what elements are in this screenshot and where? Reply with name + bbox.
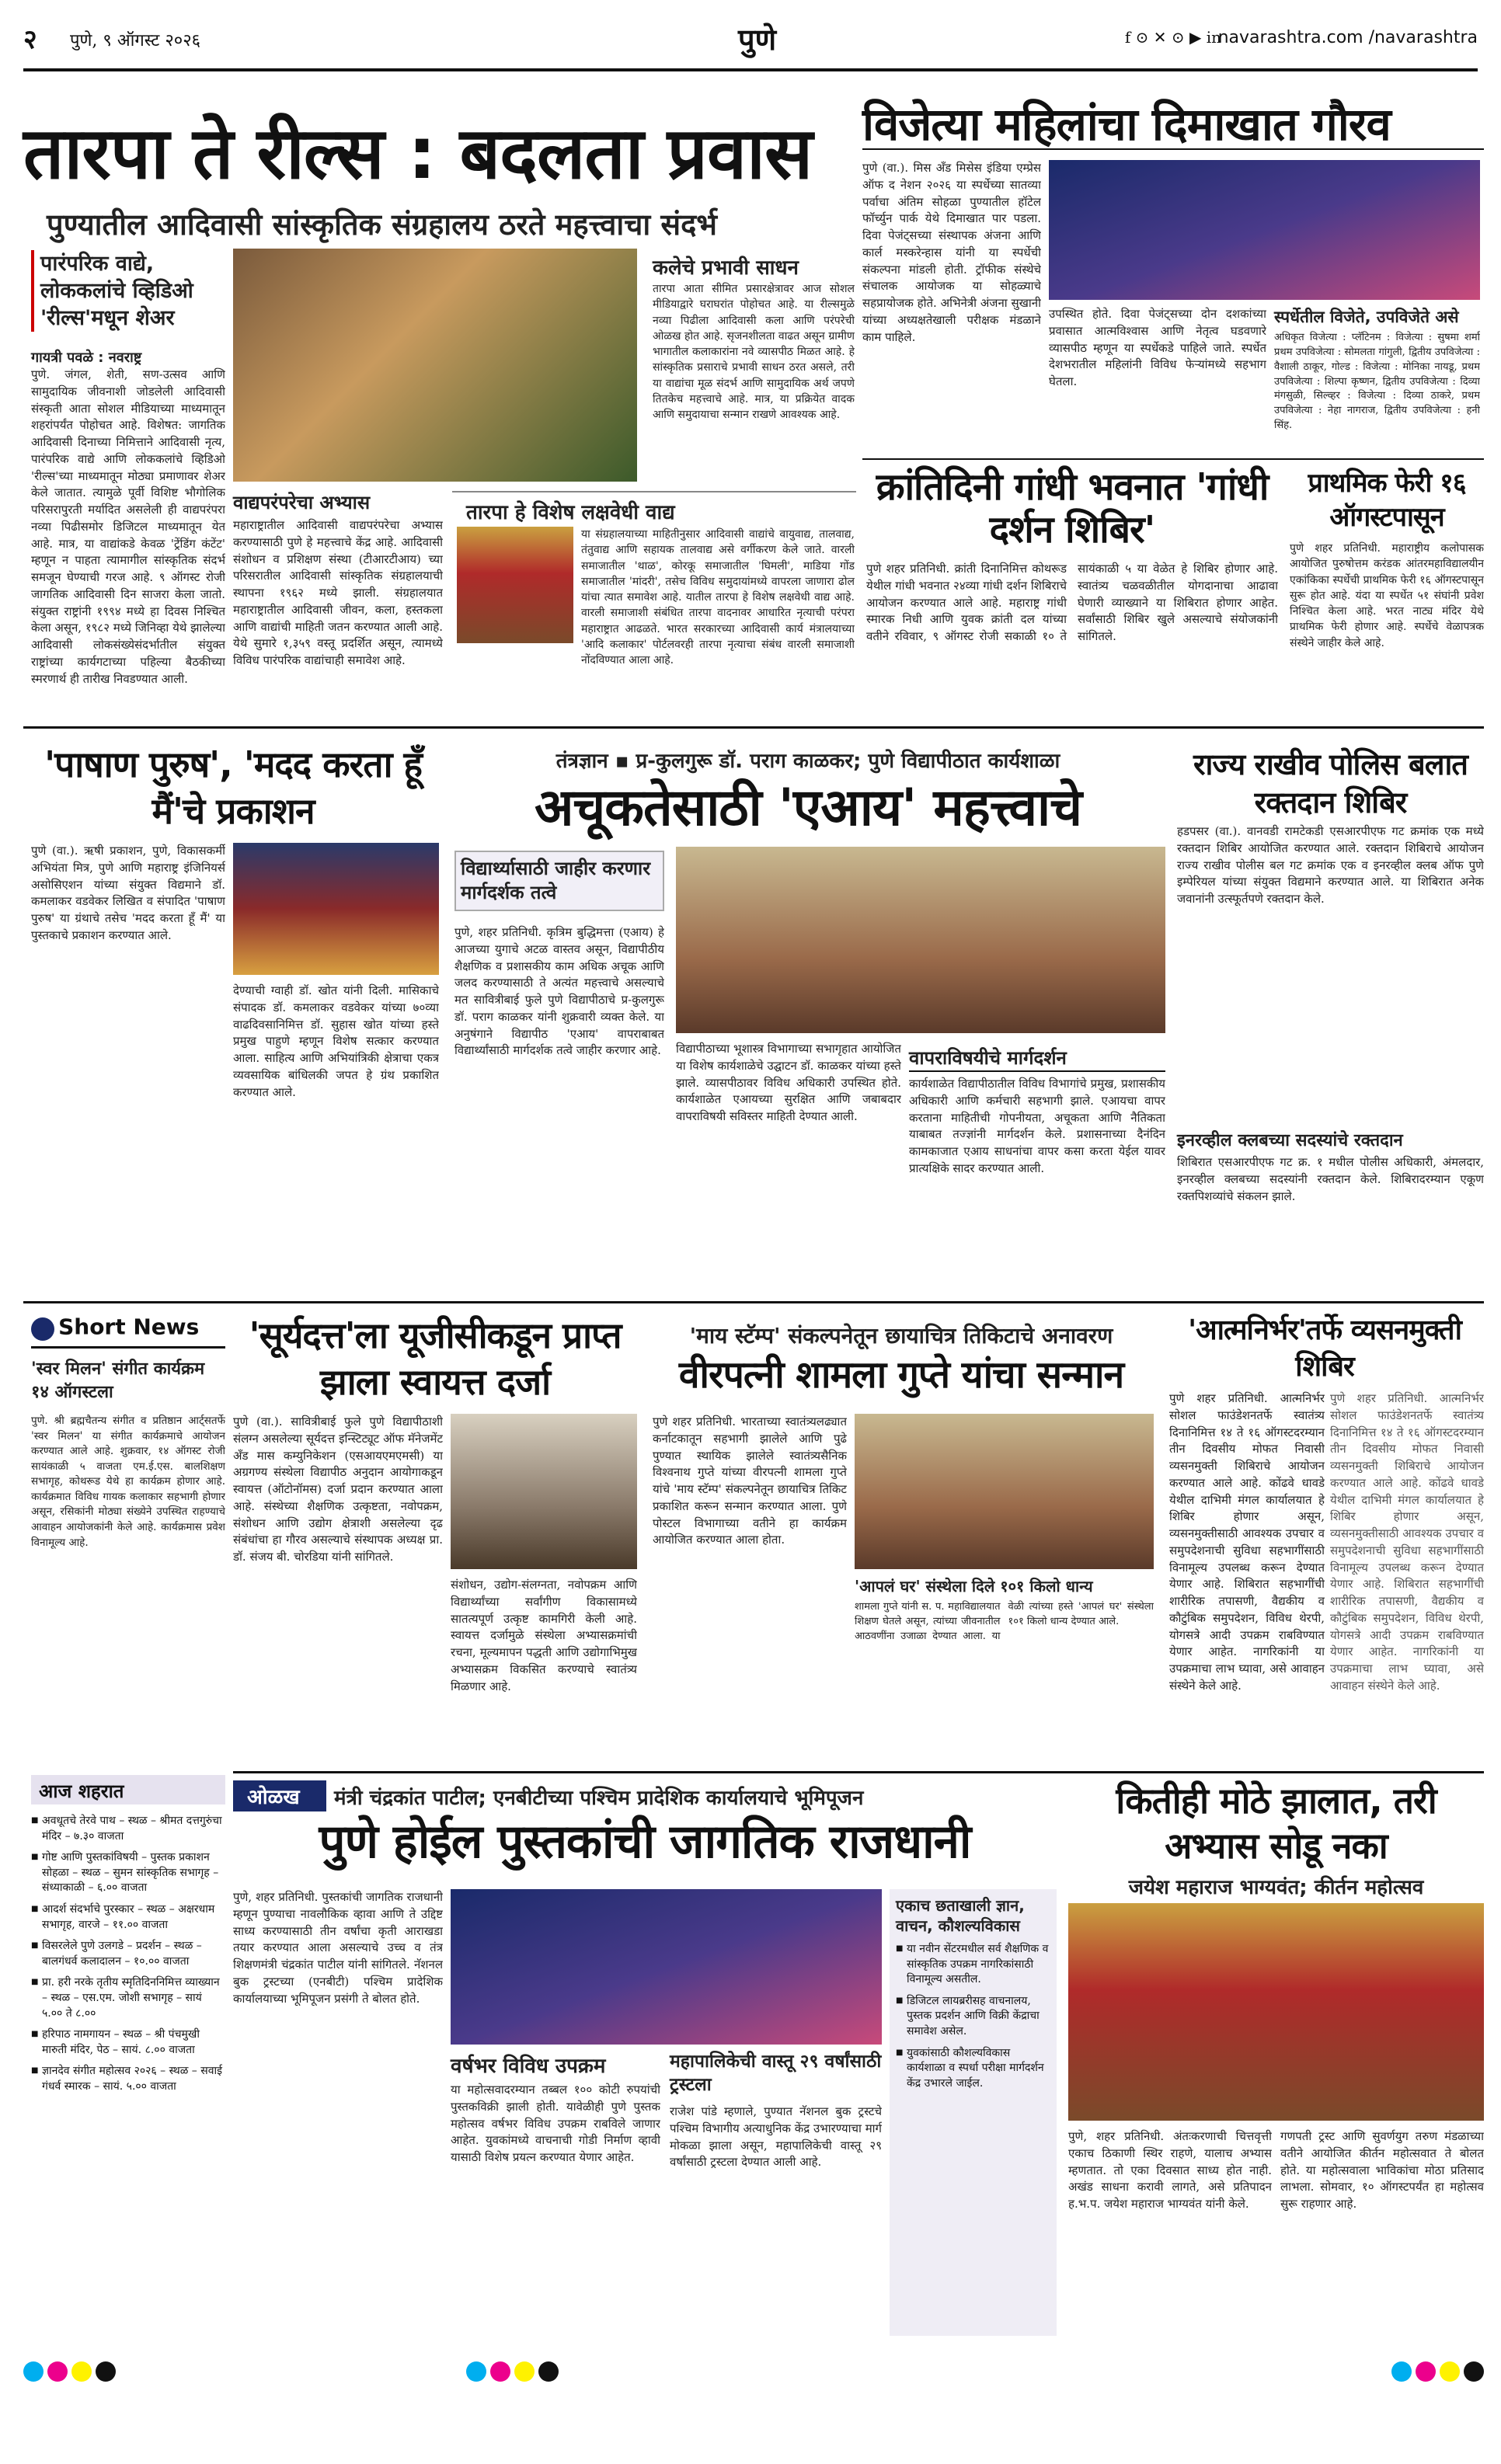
kirtan-box-head: एकाच छताखाली ज्ञान, वाचन, कौशल्यविकास <box>896 1896 1025 1935</box>
stamp-event-photo <box>855 1414 1154 1569</box>
police-sub-head: इनरव्हील क्लबच्या सदस्यांचे रक्तदान <box>1177 1131 1403 1150</box>
col2-head: वाद्यपरंपरेचा अभ्यास <box>233 492 371 513</box>
prathamik-headline: प्राथमिक फेरी १६ ऑगस्टपासून <box>1308 468 1466 534</box>
mystamp-kicker: 'माय स्टॅम्प' संकल्पनेतून छायाचित्र तिकिटाचे अनावरण <box>689 1323 1113 1349</box>
beauty-box-body: अधिकृत विजेत्या : प्लॅटिनम : विजेत्या : सुषमा शर्मा प्रथम उपविजेत्या : सोमलता गांगुली, द्वितीय उपविजेत्या : वैशाली ठाकूर, गोल्ड : विजेत्या : मोनिका नायडू, प्रथम उपविजेत्या : शिल्पा कृष्णन, द्वितीय उपविजेत्या : दिव्या मंगसुळी, सिल्व्हर : विजेत्या : दिव्या ठाकरे, प्रथम उपविजेत्या : नेहा नागराज, द्वितीय उपविजेत्या : हनी सिंह. <box>1274 332 1480 432</box>
olakh-headline: पुणे होईल पुस्तकांची जागतिक राजधानी <box>319 1815 971 1869</box>
pashan-book-launch-photo <box>233 843 439 975</box>
short-item1-body: पुणे. श्री ब्रह्मचैतन्य संगीत व प्रतिष्ठान आर्ट्सतर्फे 'स्वर मिलन' या संगीत कार्यक्रमाचे आयोजन करण्यात आले आहे. शुक्रवार, १४ ऑगस्ट रोजी सायंकाळी ५ वाजता एम.ई.एस. बालशिक्षण सभागृह, कोथरूड येथे हा कार्यक्रम होणार आहे. कार्यक्रमात विविध गायक कलाकार सहभागी होणार असून, रसिकांनी मोठ्या संख्येने उपस्थित राहण्याचे आवाहन आयोजकांनी केले आहे. कार्यक्रमास प्रवेश विनामूल्य आहे. <box>31 1415 225 1549</box>
short-item1-head: 'स्वर मिलन' संगीत कार्यक्रम १४ ऑगस्टला <box>31 1359 205 1402</box>
suryadatta-building-photo <box>451 1414 637 1569</box>
list-item: ■ ज्ञानदेव संगीत महोत्सव २०२६ – स्थळ – सवाई गंधर्व स्मारक – सायं. ५.०० वाजता <box>31 2064 225 2094</box>
list-item: ■ युवकांसाठी कौशल्यविकास कार्यशाळा व स्पर्धा परीक्षा मार्गदर्शन केंद्र उभारले जाईल. <box>896 2046 1050 2092</box>
main-byline: गायत्री पवळे : नवराष्ट्र <box>31 350 142 366</box>
pashan-body: पुणे (वा.). ऋषी प्रकाशन, पुणे, विकासकर्मी अभियंता मित्र, पुणे आणि महाराष्ट्र इंजिनियर्स असोसिएशन यांच्या संयुक्त विद्यमाने डॉ. कमलाकर वडवेकर लिखित व संपादित 'पाषाण पुरुष' या ग्रंथाचे तसेच 'मदद करता हूँ मैं' या पुस्तकाचे प्रकाशन करण्यात आले. <box>31 844 225 942</box>
col3-head: कलेचे प्रभावी साधन <box>653 256 799 280</box>
surya-body: पुणे (वा.). सावित्रीबाई फुले पुणे विद्यापीठाशी संलग्न असलेल्या सूर्यदत्त इन्स्टिट्यूट ऑफ मॅनेजमेंट अँड मास कम्युनिकेशन (एसआयएमएमसी) या अग्रगण्य संस्थेला विद्यापीठ अनुदान आयोगाकडून स्वायत्त (ऑटोनॉमस) दर्जा प्रदान करण्यात आला आहे. संस्थेच्या शैक्षणिक उत्कृष्टता, नवोपक्रम, संशोधन आणि उद्योग क्षेत्राशी असलेल्या दृढ संबंधांचा हा गौरव असल्याचे संस्थापक अध्यक्ष प्रा. डॉ. संजय बी. चोरडिया यांनी सांगितले. <box>233 1415 443 1564</box>
ai-boxed: विद्यार्थ्यासाठी जाहीर करणार मार्गदर्शक तत्वे <box>454 851 664 911</box>
olakh-label: ओळख <box>233 1780 326 1811</box>
list-item: ■ विसरलेले पुणे उलगडे – प्रदर्शन – स्थळ – बालगंधर्व कलादालन – १०.०० वाजता <box>31 1939 225 1969</box>
nbt-groundbreaking-photo <box>451 1889 882 2045</box>
col4-head: तारपा हे विशेष लक्षवेधी वाद्य <box>466 501 675 524</box>
list-item: ■ डिजिटल लायब्ररीसह वाचनालय, पुस्तक प्रदर्शन आणि विक्री केंद्राचा समावेश असेल. <box>896 1994 1050 2040</box>
registration-marks-left <box>23 2361 179 2385</box>
ai-body: पुणे, शहर प्रतिनिधी. कृत्रिम बुद्धिमत्ता (एआय) हे आजच्या युगाचे अटळ वास्तव असून, विद्यापीठीय शैक्षणिक व प्रशासकीय काम अधिक अचूक आणि जलद करण्यासाठी ते अत्यंत महत्त्वाचे असल्याचे मत सावित्रीबाई फुले पुणे विद्यापीठाचे प्र-कुलगुरू डॉ. पराग काळकर यांनी शुक्रवारी व्यक्त केले. या अनुषंगाने विद्यापीठ 'एआय' वापराबाबत विद्यार्थ्यांसाठी मार्गदर्शक तत्वे जाहीर करणार आहे. <box>454 925 664 1058</box>
gandhi-headline: क्रांतिदिनी गांधी भवनात 'गांधी दर्शन शिबिर' <box>876 465 1269 552</box>
short-news-label: Short News <box>58 1314 200 1340</box>
beauty-body2: उपस्थित होते. दिवा पेजंट्सच्या दोन दशकांच्या प्रवासात आत्मविश्वास आणि नेतृत्व घडवणारे व्यासपीठ म्हणून या स्पर्धेकडे पाहिले जाते. स्पर्धेत देशभरातील महिलांनी विविध फेऱ्यांमध्ये सहभाग घेतला. <box>1049 307 1266 388</box>
olakh-box <box>890 1889 1057 2336</box>
ai-side-body: कार्यशाळेत विद्यापीठातील विविध विभागांचे प्रमुख, प्रशासकीय अधिकारी आणि कर्मचारी सहभागी झाले. एआयचा वापर करताना माहितीची गोपनीयता, अचूकता आणि नैतिकता याबाबत तज्ज्ञांनी मार्गदर्शन केले. प्रशासनाच्या दैनंदिन कामकाजात एआय साधनांचा वापर कसा करता येईल यावर प्रात्यक्षिके सादर करण्यात आली. <box>909 1077 1165 1175</box>
surya-body2: संशोधन, उद्योग-संलग्नता, नवोपक्रम आणि विद्यार्थ्यांच्या सर्वांगीण विकासामध्ये सातत्यपूर्ण उत्कृष्ट कामगिरी केली आहे. स्वायत्त दर्जामुळे संस्थेला अभ्यासक्रमांची रचना, मूल्यमापन पद्धती आणि उद्योगाभिमुख अभ्यासक्रम विकसित करण्याचे स्वातंत्र्य मिळणार आहे. <box>451 1578 637 1693</box>
vyasan-body-cont: पुणे शहर प्रतिनिधी. आत्मनिर्भर सोशल फाउंडेशनतर्फे स्वातंत्र्य दिनानिमित्त १४ ते १६ ऑगस्टदरम्यान तीन दिवसीय मोफत निवासी व्यसनमुक्ती शिबिराचे आयोजन करण्यात आले आहे. कोंढवे धावडे येथील दाभिमी मंगल कार्यालयात हे शिबिर होणार असून, व्यसनमुक्तीसाठी आवश्यक उपचार व समुपदेशनाची सुविधा सहभागींसाठी विनामूल्य उपलब्ध करून देण्यात येणार आहे. शिबिरात सहभागींची शारीरिक तपासणी, वैद्यकीय व कौटुंबिक समुपदेशन, विविध थेरपी, योगसत्रे आदी उपक्रम राबविण्यात येणार आहेत. नागरिकांनी या उपक्रमाचा लाभ घ्यावा, असे आवाहन संस्थेने केले आहे. <box>1330 1391 1484 1693</box>
pashan-body2: देण्याची ग्वाही डॉ. खोत यांनी दिली. मासिकाचे संपादक डॉ. कमलाकर वडवेकर यांच्या ७०व्या वाढदिवसानिमित्त डॉ. सुहास खोत यांच्या हस्ते प्रमुख पाहुणे म्हणून विशेष सत्कार करण्यात आला. साहित्य आणि अभियांत्रिकी क्षेत्राचा एकत्र व्यवसायिक बांधिलकी जपत हे ग्रंथ प्रकाशित करण्यात आले. <box>233 983 439 1099</box>
short-news-header <box>31 1313 225 1349</box>
olakh-col-a: या महोत्सवादरम्यान तब्बल १०० कोटी रुपयांची पुस्तकविक्री झाली होती. यावेळीही पुणे पुस्तक महोत्सव वर्षभर विविध उपक्रम राबविले जाणार आहेत. युवकांमध्ये वाचनाची गोडी निर्माण व्हावी यासाठी विशेष प्रयत्न करण्यात येणार आहेत. <box>451 2083 660 2164</box>
police-body: हडपसर (वा.). वानवडी रामटेकडी एसआरपीएफ गट क्रमांक एक मध्ये रक्तदान शिबिर आयोजित करण्यात आले. रक्तदान शिबिराचे आयोजन राज्य राखीव पोलीस बल गट क्रमांक एक व इनरव्हील क्लब ऑफ पुणे इम्पेरियल यांच्या संयुक्त विद्यमाने करण्यात आले. या शिबिरात अनेक जवानांनी उत्स्फूर्तपणे रक्तदान केले. <box>1177 824 1484 906</box>
social-icons[interactable]: f ⊙ ✕ ⊙ ▶ in <box>1124 28 1221 47</box>
list-item: ■ गोष्ट आणि पुस्तकांविषयी – पुस्तक प्रकाशन सोहळा – स्थळ – सुमन सांस्कृतिक सभागृह – संध्याकाळी – ६.०० वाजता <box>31 1850 225 1896</box>
ai-side-head: वापराविषयीचे मार्गदर्शन <box>909 1045 1165 1072</box>
main-headline: तारपा ते रील्स : बदलता प्रवास <box>23 112 813 195</box>
beauty-box-head: स्पर्धेतील विजेते, उपविजेते असे <box>1274 308 1459 326</box>
aaj-shahrat-head: आज शहरात <box>31 1775 225 1804</box>
list-item: ■ अवधूतचे तेरवे पाथ – स्थळ – श्रीमत दत्तगुरुंचा मंदिर – ७.३० वाजता <box>31 1814 225 1844</box>
olakh-col-a-head: वर्षभर विविध उपक्रम <box>451 2055 606 2078</box>
kirtan-body: पुणे, शहर प्रतिनिधी. अंतःकरणाची चित्तवृत्ती एकाच ठिकाणी स्थिर राहणे, यालाच अभ्यास म्हणतात. तो एका दिवसात साध्य होत नाही. अखंड साधना करावी लागते, असे प्रतिपादन ह.भ.प. जयेश महाराज भाग्यवंत यांनी केले. <box>1068 2129 1272 2211</box>
olakh-col-b-head: महापालिकेची वास्तू २९ वर्षांसाठी ट्रस्टला <box>670 2052 882 2095</box>
olakh-body: पुणे, शहर प्रतिनिधी. पुस्तकांची जागतिक राजधानी म्हणून पुण्याचा नावलौकिक व्हावा आणि ते उद्दिष्ट साध्य करण्यासाठी तीन वर्षांचा कृती आराखडा तयार करण्यात आला असल्याचे उच्च व तंत्र शिक्षणमंत्री चंद्रकांत पाटील यांनी सांगितले. नॅशनल बुक ट्रस्टच्या (एनबीटी) पश्चिम प्रादेशिक कार्यालयाच्या भूमिपूजन प्रसंगी ते बोलत होते. <box>233 1890 443 2006</box>
arrow-icon <box>31 1317 54 1341</box>
beauty-headline: विजेत्या महिलांचा दिमाखात गौरव <box>862 101 1484 150</box>
mystamp-sub-head: 'आपलं घर' संस्थेला दिले १०१ किलो धान्य <box>855 1577 1093 1596</box>
tribal-dance-photo <box>233 249 637 482</box>
prathamik-body: पुणे शहर प्रतिनिधी. महाराष्ट्रीय कलोपासक आयोजित पुरुषोत्तम करंडक आंतरमहाविद्यालयीन एकांकिका स्पर्धेची प्राथमिक फेरी १६ ऑगस्टपासून सुरू होत आहे. यंदा या स्पर्धेत ५१ संघांनी प्रवेश निश्चित केला आहे. भरत नाट्य मंदिर येथे प्राथमिक फेरी होणार आहे. स्पर्धेचे वेळापत्रक संस्थेने जाहीर केले आहे. <box>1290 542 1484 649</box>
site-link[interactable]: navarashtra.com /navarashtra <box>1217 28 1478 47</box>
olakh-kicker: मंत्री चंद्रकांत पाटील; एनबीटीच्या पश्चिम प्रादेशिक कार्यालयाचे भूमिपूजन <box>334 1787 864 1810</box>
ai-headline: अचूकतेसाठी 'एआय' महत्त्वाचे <box>534 778 1082 837</box>
issue-date: पुणे, ९ ऑगस्ट २०२६ <box>70 31 201 50</box>
ai-body2: विद्यापीठाच्या भूशास्त्र विभागाच्या सभागृहात आयोजित या विशेष कार्यशाळेचे उद्घाटन डॉ. काळकर यांच्या हस्ते झाले. व्यासपीठावर विविध अधिकारी उपस्थित होते. कार्यशाळेत एआयच्या सुरक्षित आणि जबाबदार वापराविषयी सविस्तर माहिती देण्यात आली. <box>676 1042 901 1123</box>
kirtan-stage-photo <box>1068 1903 1484 2121</box>
beauty-winners-photo <box>1049 160 1480 300</box>
vyasan-headline: 'आत्मनिर्भर'तर्फे व्यसनमुक्ती शिबिर <box>1188 1314 1461 1383</box>
col3-body: तारपा आता सीमित प्रसारक्षेत्रावर आज सोशल मीडियाद्वारे घराघरांत पोहोचत आहे. या रील्समुळे नव्या पिढीला आदिवासी कला आणि परंपरेची ओळख होत आहे. सृजनशीलता वाढत असून ग्रामीण भागातील कलाकारांना नवे व्यासपीठ मिळत आहे. हे सांस्कृतिक प्रसाराचे प्रभावी साधन ठरत असले, तरी या वाद्यांचा मूळ संदर्भ आणि सामुदायिक अर्थ जपणे तितकेच महत्त्वाचे आहे. मात्र, या प्रक्रियेत वादक आणि समुदायाचा सन्मान राखणे आवश्यक आहे. <box>653 283 855 422</box>
list-item: ■ आदर्श संदर्भाचे पुरस्कार – स्थळ – अक्षरधाम सभागृह, वारजे – ११.०० वाजता <box>31 1902 225 1933</box>
kirtan-kicker: जयेश महाराज भाग्यवंत; कीर्तन महोत्सव <box>1128 1876 1424 1899</box>
registration-marks-right <box>1360 2361 1484 2385</box>
main-kicker: पारंपरिक वाद्ये, लोककलांचे व्हिडिओ 'रील्स'मधून शेअर <box>31 250 225 332</box>
police-headline: राज्य राखीव पोलिस बलात रक्तदान शिबिर <box>1193 747 1468 820</box>
registration-marks-center <box>466 2361 622 2385</box>
surya-headline: 'सूर्यदत्त'ला यूजीसीकडून प्राप्त झाला स्वायत्त दर्जा <box>249 1314 622 1403</box>
list-item: ■ प्रा. हरी नरके तृतीय स्मृतिदिननिमित्त व्याख्यान – स्थळ – एस.एम. जोशी सभागृह – सायं ५.०० ते ८.०० <box>31 1975 225 2021</box>
main-subhead: पुण्यातील आदिवासी सांस्कृतिक संग्रहालय ठरते महत्त्वाचा संदर्भ <box>47 207 718 242</box>
ai-workshop-photo <box>676 847 1165 1033</box>
main-body: पुणे. जंगल, शेती, सण-उत्सव आणि सामुदायिक जीवनाशी जोडलेली आदिवासी संस्कृती आता सोशल मीडियाच्या माध्यमातून शहरांपर्यंत पोहोचत आहे. विशेषत: जागतिक आदिवासी दिनाच्या निमित्ताने आदिवासी नृत्य, पारंपरिक वाद्ये आणि लोककलांचे व्हिडिओ 'रील्स'च्या माध्यमातून मोठ्या प्रमाणावर शेअर केले जातात. त्यामुळे पूर्वी विशिष्ट भौगोलिक परिसरापुरती मर्यादित असलेली ही वाद्यपरंपरा नव्या पिढीसमोर डिजिटल माध्यमातून येत आहे. मात्र, या वाद्यांकडे केवळ 'ट्रेंडिंग कंटेंट' म्हणून न पाहता त्यामागील सांस्कृतिक संदर्भ समजून घेण्याची गरज आहे. ९ ऑगस्ट रोजी जागतिक आदिवासी दिन साजरा केला जातो. संयुक्त राष्ट्रांनी १९९४ मध्ये हा दिवस निश्चित केला असून, १९८२ मध्ये जिनिव्हा येथे झालेल्या आदिवासी लोकसंख्येसंदर्भातील संयुक्त राष्ट्रांच्या कार्यगटाच्या पहिल्या बैठकीच्या स्मरणार्थ ही तारीख निवडण्यात आली. <box>31 367 225 686</box>
olakh-col-b: राजेश पांडे म्हणाले, पुण्यात नॅशनल बुक ट्रस्टचे पश्चिम विभागीय अत्याधुनिक केंद्र उभारण्याचा मार्ग मोकळा झाला असून, महापालिकेची वास्तू २९ वर्षांसाठी ट्रस्टला देण्यात आली आहे. <box>670 2104 882 2170</box>
mystamp-body: पुणे शहर प्रतिनिधी. भारताच्या स्वातंत्र्यलढ्यात कर्नाटकातून सहभागी झालेले आणि पुढे पुण्यात स्थायिक झालेले स्वातंत्र्यसैनिक विश्वनाथ गुप्ते यांच्या वीरपत्नी शामला गुप्ते यांचे 'माय स्टॅम्प' संकल्पनेतून छायाचित्र तिकिट प्रकाशित करून सन्मान करण्यात आला. पुणे पोस्टल विभागाच्या वतीने हा कार्यक्रम आयोजित करण्यात आला होता. <box>653 1415 847 1547</box>
masthead <box>23 14 1478 71</box>
vyasan-body: पुणे शहर प्रतिनिधी. आत्मनिर्भर सोशल फाउंडेशनतर्फे स्वातंत्र्य दिनानिमित्त १४ ते १६ ऑगस्टदरम्यान तीन दिवसीय मोफत निवासी व्यसनमुक्ती शिबिराचे आयोजन करण्यात आले आहे. कोंढवे धावडे येथील दाभिमी मंगल कार्यालयात हे शिबिर होणार असून, व्यसनमुक्तीसाठी आवश्यक उपचार व समुपदेशनाची सुविधा सहभागींसाठी विनामूल्य उपलब्ध करून देण्यात येणार आहे. शिबिरात सहभागींची शारीरिक तपासणी, वैद्यकीय व कौटुंबिक समुपदेशन, विविध थेरपी, योगसत्रे आदी उपक्रम राबविण्यात येणार आहेत. नागरिकांनी या उपक्रमाचा लाभ घ्यावा, असे आवाहन संस्थेने केले आहे. <box>1169 1391 1325 1693</box>
col4-body: या संग्रहालयाच्या माहितीनुसार आदिवासी वाद्यांचे वायुवाद्य, तालवाद्य, तंतुवाद्य आणि सहायक तालवाद्य असे वर्गीकरण केले जाते. वारली समाजातील 'थाळ', कोरकू समाजातील 'घिमली', माडिया गोंड समाजातील 'मांदरी', तसेच विविध समुदायांमध्ये वापरला जाणारा ढोल यांचा त्यात समावेश आहे. यातील तारपा हे विशेष लक्षवेधी वाद्य आहे. वारली समाजाशी संबंधित तारपा वादनावर आधारित नृत्याची परंपरा महाराष्ट्रात आढळते. भारत सरकारच्या आदिवासी कार्य मंत्रालयाच्या 'आदि कलाकार' पोर्टलवरही तारपा नृत्याचा संबंध वारली समाजाशी नोंदविण्यात आला आहे. <box>581 528 855 667</box>
gandhi-body: पुणे शहर प्रतिनिधी. क्रांती दिनानिमित्त कोथरूड येथील गांधी भवनात २४व्या गांधी दर्शन शिबिराचे आयोजन करण्यात आले आहे. महाराष्ट्र गांधी स्मारक निधी आणि युवक क्रांती दल यांच्या वतीने रविवार, ९ ऑगस्ट रोजी सकाळी १० ते सायंकाळी ५ या वेळेत हे शिबिर होणार आहे. स्वातंत्र्य चळवळीतील योगदानाचा आढावा घेणारी व्याख्याने या शिबिरात होणार आहेत. सर्वांसाठी शिबिर खुले असल्याचे संयोजकांनी सांगितले. <box>866 562 1278 643</box>
list-item: ■ या नवीन सेंटरमधील सर्व शैक्षणिक व सांस्कृतिक उपक्रम नागरिकांसाठी विनामूल्य असतील. <box>896 1942 1050 1988</box>
mystamp-sub-body: शामला गुप्ते यांनी स. प. महाविद्यालयात शिक्षण घेतले असून, त्यांच्या जीवनातील आठवणींना उजाळा देण्यात आला. या वेळी त्यांच्या हस्ते 'आपलं घर' संस्थेला १०१ किलो धान्य देण्यात आले. <box>855 1601 1154 1642</box>
pashan-headline: 'पाषाण पुरुष', 'मदद करता हूँ मैं'चे प्रकाशन <box>44 743 422 832</box>
kirtan-body2: गणपती ट्रस्ट आणि सुवर्णयुग तरुण मंडळाच्या वतीने आयोजित कीर्तन महोत्सवात ते बोलत होते. या महोत्सवाला भाविकांचा मोठा प्रतिसाद लाभला. सोमवार, १० ऑगस्टपर्यंत हा महोत्सव सुरू राहणार आहे. <box>1280 2129 1484 2211</box>
col2-body: महाराष्ट्रातील आदिवासी वाद्यपरंपरेचा अभ्यास करण्यासाठी पुणे हे महत्त्वाचे केंद्र आहे. आदिवासी संशोधन व प्रशिक्षण संस्था (टीआरटीआय) च्या परिसरातील आदिवासी सांस्कृतिक संग्रहालयाची स्थापना १९६२ मध्ये झाली. संग्रहालयात महाराष्ट्रातील आदिवासी जीवन, कला, हस्तकला आणि वाद्यांची माहिती जतन करण्यात आली आहे. येथे सुमारे १,३५९ वस्तू प्रदर्शित असून, त्यामध्ये विविध पारंपरिक वाद्यांचाही समावेश आहे. <box>233 518 443 667</box>
beauty-body: पुणे (वा.). मिस अँड मिसेस इंडिया एम्प्रेस ऑफ द नेशन २०२६ या स्पर्धेच्या सातव्या पर्वाचा अंतिम सोहळा पुण्यातील हॉटेल फॉर्च्युन पार्क येथे दिमाखात पार पडला. दिवा पेजंट्सच्या संस्थापक अंजना आणि कार्ल मस्करेन्हास यांनी या स्पर्धेची संकल्पना मांडली होती. ट्रॉफीक संस्थेचे संचालक आयोजक या सोहळ्याचे सहप्रायोजक होते. अभिनेत्री अंजना सुखानी यांच्या अध्यक्षतेखाली परीक्षक मंडळाने काम पाहिले. <box>862 161 1041 344</box>
drum-photo <box>457 527 573 643</box>
list-item: ■ हरिपाठ नामगायन – स्थळ – श्री पंचमुखी मारुती मंदिर, पेठ – सायं. ८.०० वाजता <box>31 2027 225 2058</box>
aaj-shahrat-list <box>31 1814 225 2342</box>
police-sub-body: शिबिरात एसआरपीएफ गट क्र. १ मधील पोलीस अधिकारी, अंमलदार, इनरव्हील क्लबच्या सदस्यांनी रक्तदान केले. शिबिरादरम्यान एकूण रक्तपिशव्यांचे संकलन झाले. <box>1177 1155 1484 1203</box>
edition-city: पुणे <box>738 22 777 57</box>
kirtan-headline: कितीही मोठे झालात, तरी अभ्यास सोडू नका <box>1116 1780 1437 1867</box>
page-number: २ <box>23 24 37 55</box>
mystamp-headline: वीरपत्नी शामला गुप्ते यांचा सन्मान <box>678 1353 1124 1397</box>
ai-kicker: तंत्रज्ञान ▪ प्र-कुलगुरू डॉ. पराग काळकर; पुणे विद्यापीठात कार्यशाळा <box>555 750 1060 773</box>
